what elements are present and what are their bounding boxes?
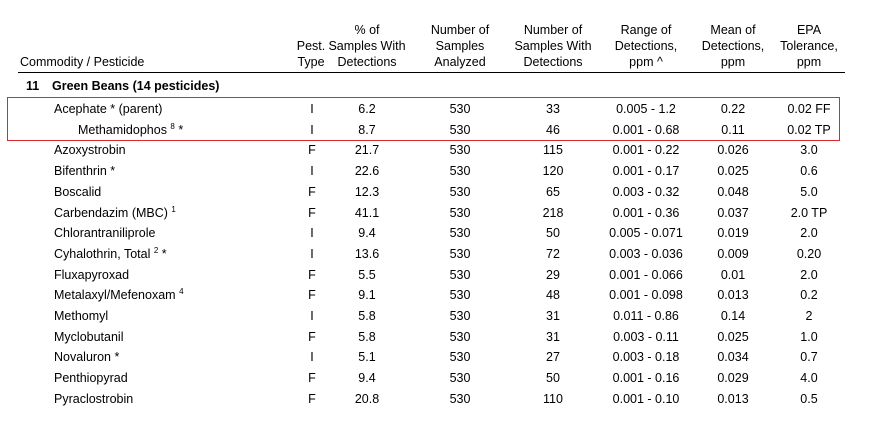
pesticide-name-cell: [54, 306, 108, 326]
pesticide-name-cell: [54, 327, 123, 347]
samples-detected-cell: 29: [546, 267, 560, 282]
pesticide-name: Carbendazim (MBC): [54, 205, 172, 220]
range-cell: 0.001 - 0.68: [612, 122, 680, 137]
samples-detected-cell: 120: [542, 164, 564, 179]
mean-cell: 0.019: [717, 226, 749, 241]
range-cell: 0.001 - 0.16: [612, 371, 680, 386]
range-cell: 0.001 - 0.066: [609, 267, 683, 282]
mean-cell: 0.013: [717, 288, 749, 303]
mean-cell: 0.026: [717, 143, 749, 158]
range-cell: 0.011 - 0.86: [613, 309, 679, 323]
pct-samples-cell: 8.7: [358, 122, 376, 137]
group-title: Green Beans (14 pesticides): [52, 79, 220, 93]
pesticide-name: Bifenthrin *: [54, 164, 116, 179]
pct-samples-cell: 20.8: [354, 391, 380, 406]
pesticide-name-cell: [54, 140, 126, 160]
samples-detected-cell: 115: [543, 143, 563, 158]
pest-type-cell: F: [308, 143, 316, 158]
pesticide-name: Cyhalothrin, Total: [54, 246, 154, 261]
pesticide-name-cell: [54, 368, 128, 388]
table-row: [0, 327, 876, 347]
pesticide-name-cell: [54, 223, 155, 243]
samples-detected-cell: 46: [546, 122, 560, 137]
range-cell: 0.003 - 0.32: [612, 184, 680, 199]
table-row: [0, 223, 876, 243]
samples-detected-cell: 65: [546, 184, 560, 199]
pct-samples-cell: 9.4: [358, 226, 376, 241]
header-num-analyzed: Number of Samples Analyzed: [430, 23, 490, 69]
samples-detected-cell: 110: [543, 391, 563, 406]
samples-analyzed-cell: 530: [449, 205, 471, 220]
tolerance-cell: 5.0: [800, 184, 818, 199]
mean-cell: 0.14: [720, 309, 746, 323]
header-commodity: [20, 14, 190, 70]
samples-analyzed-cell: 530: [449, 226, 471, 241]
range-cell: 0.003 - 0.18: [612, 350, 680, 365]
table-row: [0, 265, 876, 285]
pest-type-cell: I: [310, 350, 314, 365]
header-mean: Mean of Detections, ppm: [701, 23, 765, 69]
pct-samples-cell: 22.6: [354, 164, 380, 179]
pct-samples-cell: 21.7: [354, 143, 380, 158]
tolerance-cell: 0.5: [800, 391, 818, 406]
tolerance-cell: 2.0: [800, 267, 818, 282]
table-row: [0, 347, 876, 367]
footnote-marker: 8: [170, 121, 175, 131]
pct-samples-cell: 13.6: [354, 246, 380, 261]
group-heading: [26, 79, 219, 93]
pesticide-name: Methamidophos: [78, 122, 171, 137]
pest-type-cell: I: [310, 164, 314, 179]
table-row: [0, 306, 876, 326]
pest-type-cell: I: [310, 226, 314, 241]
pesticide-name: Myclobutanil: [54, 329, 124, 344]
mean-cell: 0.037: [717, 205, 749, 220]
table-row: [0, 389, 876, 409]
samples-analyzed-cell: 530: [449, 164, 471, 179]
samples-detected-cell: 31: [546, 329, 560, 344]
tolerance-cell: 2: [805, 309, 813, 323]
samples-analyzed-cell: 530: [449, 329, 471, 344]
range-cell: 0.001 - 0.17: [612, 164, 680, 179]
tolerance-cell: 0.02 FF: [787, 102, 831, 116]
samples-detected-cell: 72: [546, 246, 560, 261]
pesticide-name-cell: [54, 265, 129, 285]
samples-detected-cell: 31: [546, 309, 560, 323]
samples-analyzed-cell: 530: [449, 102, 471, 116]
samples-analyzed-cell: 530: [449, 267, 471, 282]
pesticide-name: Methomyl: [54, 309, 109, 323]
pct-samples-cell: 12.3: [354, 184, 380, 199]
tolerance-cell: 2.0 TP: [790, 205, 828, 220]
tolerance-cell: 0.02 TP: [787, 122, 831, 137]
pesticide-name-cell: [54, 244, 167, 264]
pct-samples-cell: 5.8: [358, 309, 376, 323]
range-cell: 0.001 - 0.22: [612, 143, 680, 158]
mean-cell: 0.025: [717, 164, 749, 179]
pesticide-name: Boscalid: [54, 184, 102, 199]
pest-type-cell: F: [308, 391, 316, 406]
pest-type-cell: F: [308, 267, 316, 282]
mean-cell: 0.048: [717, 184, 749, 199]
pct-samples-cell: 5.8: [358, 329, 376, 344]
range-cell: 0.003 - 0.036: [609, 246, 683, 261]
pest-type-cell: I: [310, 309, 314, 323]
table-row: [0, 244, 876, 264]
samples-analyzed-cell: 530: [449, 122, 471, 137]
pesticide-name-cell: [54, 182, 101, 202]
header-rule: [18, 72, 845, 73]
pesticide-name: Acephate * (parent): [54, 102, 163, 116]
range-cell: 0.005 - 0.071: [609, 226, 683, 241]
range-cell: 0.005 - 1.2: [616, 102, 676, 116]
pesticide-name: Pyraclostrobin: [54, 391, 134, 406]
footnote-marker: 2: [153, 245, 159, 255]
mean-cell: 0.009: [717, 246, 749, 261]
footnote-marker: 1: [171, 204, 176, 214]
mean-cell: 0.013: [717, 391, 749, 406]
mean-cell: 0.22: [720, 102, 746, 116]
pest-type-cell: F: [308, 288, 316, 303]
pest-type-cell: I: [310, 246, 314, 261]
pct-samples-cell: 5.5: [358, 267, 376, 282]
table-row: [0, 161, 876, 181]
pest-type-cell: F: [308, 371, 316, 386]
header-num-detections: Number of Samples With Detections: [514, 23, 592, 69]
pesticide-name-cell: [54, 389, 133, 409]
pct-samples-cell: 9.1: [358, 288, 376, 303]
pesticide-name-cell: [54, 203, 176, 223]
samples-detected-cell: 27: [546, 350, 560, 365]
samples-detected-cell: 33: [546, 102, 560, 116]
samples-analyzed-cell: 530: [449, 309, 471, 323]
pest-type-cell: F: [308, 205, 316, 220]
samples-analyzed-cell: 530: [449, 184, 471, 199]
range-cell: 0.001 - 0.36: [612, 205, 680, 220]
samples-analyzed-cell: 530: [449, 246, 471, 261]
pct-samples-cell: 6.2: [358, 102, 376, 116]
pesticide-name: Chlorantraniliprole: [54, 226, 156, 241]
samples-detected-cell: 218: [542, 205, 564, 220]
mean-cell: 0.11: [721, 122, 745, 137]
tolerance-cell: 0.7: [800, 350, 818, 365]
pesticide-name-cell: [54, 161, 115, 181]
tolerance-cell: 0.20: [796, 246, 822, 261]
table-row: [0, 203, 876, 223]
range-cell: 0.001 - 0.098: [609, 288, 683, 303]
range-cell: 0.003 - 0.11: [613, 329, 679, 344]
samples-analyzed-cell: 530: [449, 391, 471, 406]
mean-cell: 0.025: [717, 329, 749, 344]
pest-type-cell: I: [310, 102, 314, 116]
footnote-marker: 4: [179, 287, 184, 297]
samples-detected-cell: 50: [546, 226, 560, 241]
table-row: [0, 182, 876, 202]
pct-samples-cell: 9.4: [358, 371, 376, 386]
header-epa: EPA Tolerance, ppm: [780, 23, 838, 69]
range-cell: 0.001 - 0.10: [612, 391, 680, 406]
pest-type-cell: F: [308, 329, 316, 344]
table-row: [0, 368, 876, 388]
pesticide-name: Novaluron *: [54, 350, 120, 365]
table-row: [0, 140, 876, 160]
samples-analyzed-cell: 530: [449, 143, 471, 158]
pesticide-suffix: *: [158, 246, 167, 261]
pesticide-name: Azoxystrobin: [54, 143, 126, 158]
pesticide-name: Penthiopyrad: [54, 371, 128, 386]
tolerance-cell: 2.0: [800, 226, 818, 241]
pesticide-suffix: *: [174, 122, 184, 137]
pesticide-name: Fluxapyroxad: [54, 267, 130, 282]
highlight-box: [7, 97, 840, 141]
pct-samples-cell: 5.1: [358, 350, 376, 365]
pest-type-cell: I: [310, 122, 314, 137]
samples-analyzed-cell: 530: [449, 371, 471, 386]
samples-analyzed-cell: 530: [449, 288, 471, 303]
pesticide-name: Metalaxyl/Mefenoxam: [54, 288, 180, 303]
mean-cell: 0.029: [717, 371, 749, 386]
samples-detected-cell: 50: [546, 371, 560, 386]
mean-cell: 0.01: [720, 267, 746, 282]
pesticide-name-cell: [54, 347, 119, 367]
samples-detected-cell: 48: [546, 288, 560, 303]
samples-analyzed-cell: 530: [449, 350, 471, 365]
header-range: Range of Detections, ppm ^: [614, 23, 678, 69]
header-commodity-label: Commodity / Pesticide: [20, 55, 145, 69]
tolerance-cell: 0.6: [800, 164, 818, 179]
tolerance-cell: 1.0: [800, 329, 818, 344]
header-pct-samples: % of Samples With Detections: [328, 23, 406, 69]
pest-type-cell: F: [308, 184, 316, 199]
pct-samples-cell: 41.1: [354, 205, 380, 220]
pesticide-name-cell: [54, 285, 184, 305]
mean-cell: 0.034: [717, 350, 749, 365]
header-pest-type: Pest. Type: [296, 39, 326, 69]
tolerance-cell: 0.2: [800, 288, 818, 303]
table-row: [0, 285, 876, 305]
tolerance-cell: 4.0: [800, 371, 818, 386]
tolerance-cell: 3.0: [800, 143, 818, 158]
group-number: 11: [26, 79, 40, 93]
